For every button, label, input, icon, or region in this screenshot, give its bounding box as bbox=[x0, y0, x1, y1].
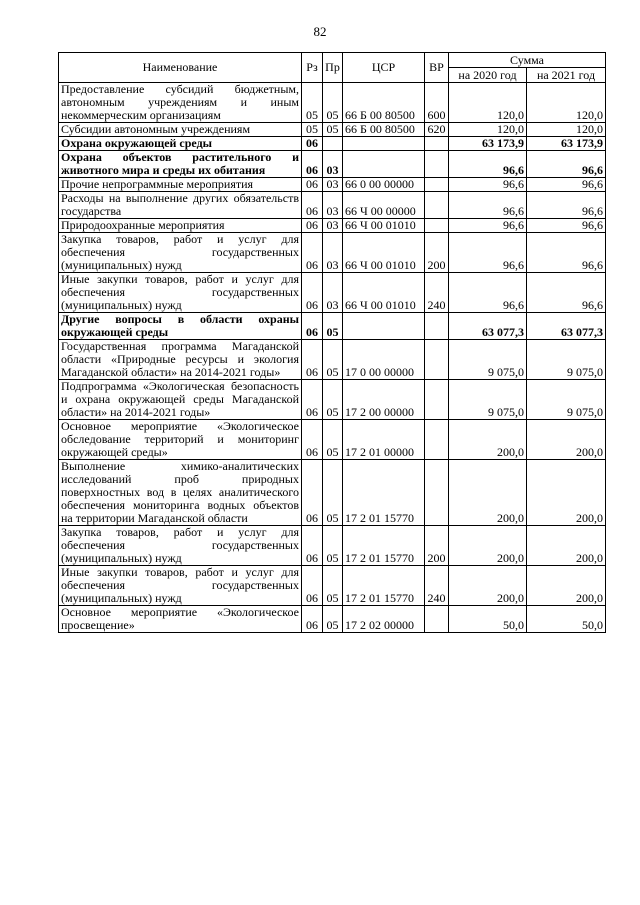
cell-name: Основное мероприятие «Экологическое обследование территорий и мониторинг окружающей среды» bbox=[59, 420, 302, 460]
cell-pr: 03 bbox=[323, 233, 343, 273]
cell-vr bbox=[425, 460, 449, 526]
cell-v2021: 200,0 bbox=[527, 460, 606, 526]
cell-rz: 06 bbox=[302, 219, 323, 233]
cell-rz: 06 bbox=[302, 526, 323, 566]
cell-pr: 05 bbox=[323, 340, 343, 380]
header-rz: Рз bbox=[302, 53, 323, 83]
cell-csr: 66 Ч 00 01010 bbox=[343, 233, 425, 273]
table-row bbox=[59, 219, 606, 233]
cell-rz: 06 bbox=[302, 313, 323, 340]
cell-rz: 06 bbox=[302, 340, 323, 380]
cell-pr: 05 bbox=[323, 380, 343, 420]
cell-name: Иные закупки товаров, работ и услуг для обеспечения государственных (муниципальных) нужд bbox=[59, 566, 302, 606]
table-row bbox=[59, 192, 606, 219]
cell-csr: 66 Б 00 80500 bbox=[343, 83, 425, 123]
cell-rz: 06 bbox=[302, 151, 323, 178]
cell-name: Прочие непрограммные мероприятия bbox=[59, 178, 302, 192]
cell-rz: 06 bbox=[302, 137, 323, 151]
cell-v2021: 63 173,9 bbox=[527, 137, 606, 151]
cell-v2021: 200,0 bbox=[527, 526, 606, 566]
table-body bbox=[59, 83, 606, 633]
cell-v2020: 200,0 bbox=[449, 526, 527, 566]
table-row bbox=[59, 137, 606, 151]
cell-rz: 06 bbox=[302, 420, 323, 460]
cell-v2021: 96,6 bbox=[527, 273, 606, 313]
cell-csr: 17 2 02 00000 bbox=[343, 606, 425, 633]
cell-v2020: 63 173,9 bbox=[449, 137, 527, 151]
cell-v2021: 120,0 bbox=[527, 123, 606, 137]
table-row bbox=[59, 460, 606, 526]
cell-vr: 200 bbox=[425, 526, 449, 566]
cell-name: Закупка товаров, работ и услуг для обеспечения государственных (муниципальных) нужд bbox=[59, 233, 302, 273]
cell-rz: 06 bbox=[302, 566, 323, 606]
cell-v2021: 96,6 bbox=[527, 219, 606, 233]
table-row bbox=[59, 606, 606, 633]
cell-rz: 06 bbox=[302, 233, 323, 273]
cell-name: Предоставление субсидий бюджетным, автономным учреждениям и иным некоммерческим организациям bbox=[59, 83, 302, 123]
cell-v2021: 63 077,3 bbox=[527, 313, 606, 340]
cell-name: Подпрограмма «Экологическая безопасность и охрана окружающей среды Магаданской области» на 2014-2021 годы» bbox=[59, 380, 302, 420]
table-row bbox=[59, 273, 606, 313]
cell-vr bbox=[425, 178, 449, 192]
table-row bbox=[59, 123, 606, 137]
cell-pr: 03 bbox=[323, 178, 343, 192]
cell-v2020: 200,0 bbox=[449, 460, 527, 526]
table-header-row bbox=[59, 53, 606, 68]
cell-csr: 17 2 01 15770 bbox=[343, 526, 425, 566]
cell-pr: 05 bbox=[323, 566, 343, 606]
cell-rz: 06 bbox=[302, 460, 323, 526]
cell-v2021: 120,0 bbox=[527, 83, 606, 123]
cell-v2021: 96,6 bbox=[527, 178, 606, 192]
cell-pr: 05 bbox=[323, 526, 343, 566]
cell-pr: 03 bbox=[323, 151, 343, 178]
cell-vr: 600 bbox=[425, 83, 449, 123]
cell-v2020: 96,6 bbox=[449, 273, 527, 313]
cell-vr: 620 bbox=[425, 123, 449, 137]
cell-v2020: 120,0 bbox=[449, 123, 527, 137]
cell-name: Иные закупки товаров, работ и услуг для обеспечения государственных (муниципальных) нужд bbox=[59, 273, 302, 313]
cell-v2020: 96,6 bbox=[449, 233, 527, 273]
cell-pr: 03 bbox=[323, 273, 343, 313]
table-row bbox=[59, 151, 606, 178]
cell-v2021: 9 075,0 bbox=[527, 380, 606, 420]
cell-rz: 06 bbox=[302, 178, 323, 192]
header-vr: ВР bbox=[425, 53, 449, 83]
cell-pr: 05 bbox=[323, 123, 343, 137]
cell-v2020: 96,6 bbox=[449, 219, 527, 233]
cell-pr: 03 bbox=[323, 219, 343, 233]
cell-csr: 66 Ч 00 01010 bbox=[343, 219, 425, 233]
table-row bbox=[59, 340, 606, 380]
cell-vr bbox=[425, 340, 449, 380]
table-row bbox=[59, 380, 606, 420]
cell-name: Другие вопросы в области охраны окружающей среды bbox=[59, 313, 302, 340]
cell-rz: 06 bbox=[302, 273, 323, 313]
cell-v2021: 200,0 bbox=[527, 420, 606, 460]
cell-csr bbox=[343, 137, 425, 151]
cell-v2021: 96,6 bbox=[527, 151, 606, 178]
table-row bbox=[59, 233, 606, 273]
cell-v2020: 96,6 bbox=[449, 192, 527, 219]
cell-name: Выполнение химико-аналитических исследований проб природных поверхностных вод в целях аналитического обеспечения мониторинга водных объектов на территории Магаданской области bbox=[59, 460, 302, 526]
cell-name: Расходы на выполнение других обязательств государства bbox=[59, 192, 302, 219]
cell-vr: 240 bbox=[425, 566, 449, 606]
cell-v2020: 200,0 bbox=[449, 566, 527, 606]
cell-v2021: 96,6 bbox=[527, 233, 606, 273]
cell-name: Закупка товаров, работ и услуг для обеспечения государственных (муниципальных) нужд bbox=[59, 526, 302, 566]
cell-csr: 66 Б 00 80500 bbox=[343, 123, 425, 137]
cell-pr: 05 bbox=[323, 420, 343, 460]
cell-name: Охрана окружающей среды bbox=[59, 137, 302, 151]
cell-csr: 17 2 01 15770 bbox=[343, 566, 425, 606]
cell-v2020: 63 077,3 bbox=[449, 313, 527, 340]
cell-name: Субсидии автономным учреждениям bbox=[59, 123, 302, 137]
cell-pr: 05 bbox=[323, 460, 343, 526]
cell-rz: 06 bbox=[302, 192, 323, 219]
budget-table bbox=[58, 52, 606, 633]
cell-rz: 06 bbox=[302, 380, 323, 420]
cell-csr: 66 0 00 00000 bbox=[343, 178, 425, 192]
cell-pr: 03 bbox=[323, 192, 343, 219]
cell-vr bbox=[425, 420, 449, 460]
table-row bbox=[59, 420, 606, 460]
cell-rz: 05 bbox=[302, 83, 323, 123]
header-sum: Сумма bbox=[449, 53, 606, 68]
header-pr: Пр bbox=[323, 53, 343, 83]
cell-v2020: 50,0 bbox=[449, 606, 527, 633]
cell-pr: 05 bbox=[323, 606, 343, 633]
cell-csr bbox=[343, 313, 425, 340]
cell-csr bbox=[343, 151, 425, 178]
cell-v2020: 96,6 bbox=[449, 178, 527, 192]
header-csr: ЦСР bbox=[343, 53, 425, 83]
cell-csr: 66 Ч 00 00000 bbox=[343, 192, 425, 219]
cell-vr bbox=[425, 151, 449, 178]
cell-rz: 06 bbox=[302, 606, 323, 633]
cell-v2020: 200,0 bbox=[449, 420, 527, 460]
cell-vr bbox=[425, 192, 449, 219]
cell-csr: 17 2 01 00000 bbox=[343, 420, 425, 460]
cell-name: Основное мероприятие «Экологическое просвещение» bbox=[59, 606, 302, 633]
table-row bbox=[59, 526, 606, 566]
cell-v2020: 96,6 bbox=[449, 151, 527, 178]
table-row bbox=[59, 313, 606, 340]
page-number: 82 bbox=[313, 24, 327, 39]
header-name: Наименование bbox=[59, 53, 302, 83]
cell-vr bbox=[425, 313, 449, 340]
cell-csr: 17 2 01 15770 bbox=[343, 460, 425, 526]
cell-name: Природоохранные мероприятия bbox=[59, 219, 302, 233]
cell-v2021: 50,0 bbox=[527, 606, 606, 633]
cell-v2021: 200,0 bbox=[527, 566, 606, 606]
cell-v2021: 9 075,0 bbox=[527, 340, 606, 380]
header-year-2020: на 2020 год bbox=[449, 68, 527, 83]
cell-csr: 17 0 00 00000 bbox=[343, 340, 425, 380]
table-row bbox=[59, 178, 606, 192]
cell-v2020: 9 075,0 bbox=[449, 340, 527, 380]
cell-vr bbox=[425, 606, 449, 633]
cell-vr: 200 bbox=[425, 233, 449, 273]
cell-csr: 17 2 00 00000 bbox=[343, 380, 425, 420]
cell-vr bbox=[425, 137, 449, 151]
cell-vr: 240 bbox=[425, 273, 449, 313]
cell-pr: 05 bbox=[323, 313, 343, 340]
cell-vr bbox=[425, 219, 449, 233]
cell-pr: 05 bbox=[323, 83, 343, 123]
cell-rz: 05 bbox=[302, 123, 323, 137]
table-row bbox=[59, 566, 606, 606]
header-year-2021: на 2021 год bbox=[527, 68, 606, 83]
cell-v2020: 9 075,0 bbox=[449, 380, 527, 420]
table-row bbox=[59, 83, 606, 123]
cell-name: Охрана объектов растительного и животного мира и среды их обитания bbox=[59, 151, 302, 178]
cell-v2020: 120,0 bbox=[449, 83, 527, 123]
cell-v2021: 96,6 bbox=[527, 192, 606, 219]
cell-name: Государственная программа Магаданской области «Природные ресурсы и экология Магаданской области» на 2014-2021 годы» bbox=[59, 340, 302, 380]
cell-pr bbox=[323, 137, 343, 151]
cell-csr: 66 Ч 00 01010 bbox=[343, 273, 425, 313]
cell-vr bbox=[425, 380, 449, 420]
